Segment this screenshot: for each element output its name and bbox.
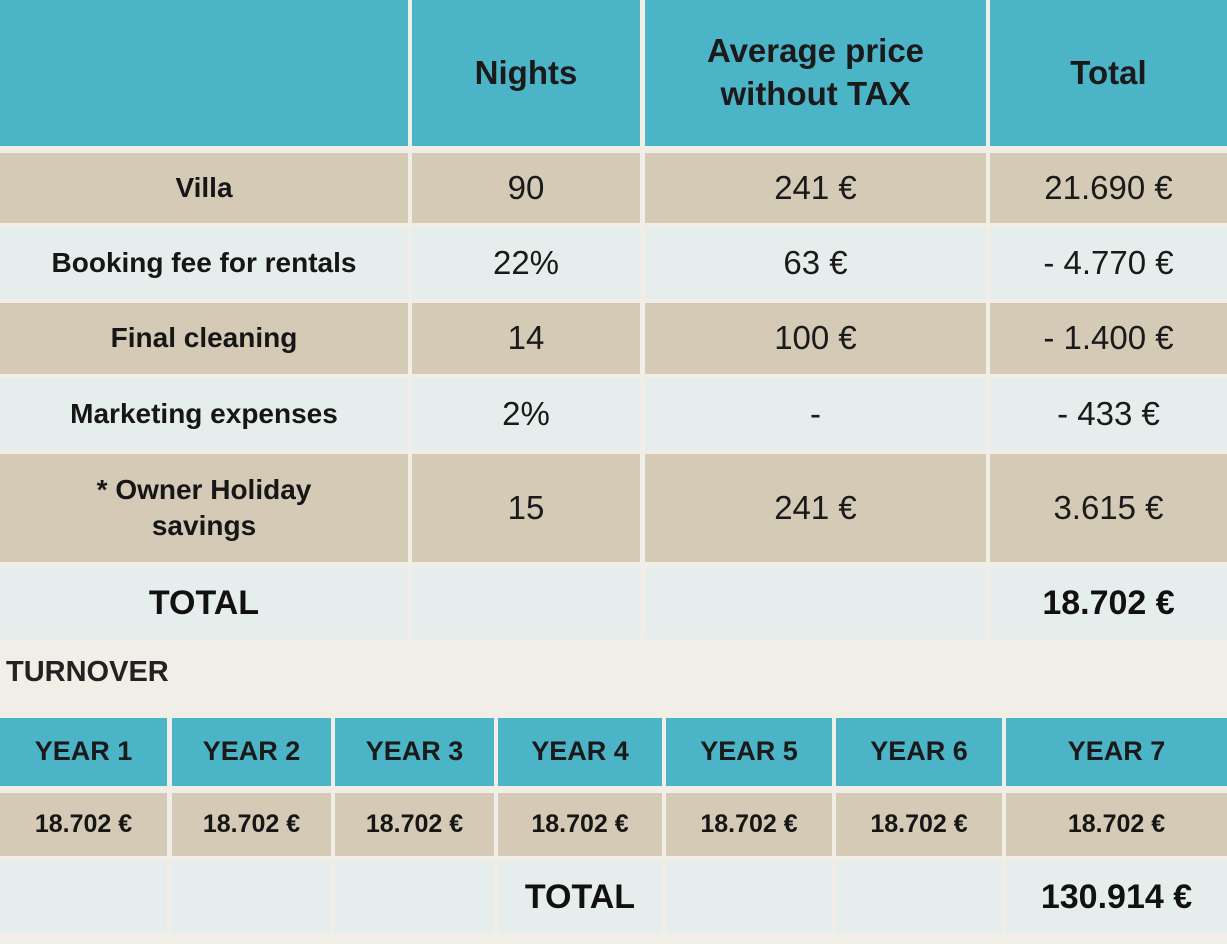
row-label-booking-fee: Booking fee for rentals <box>0 227 408 299</box>
row-label-owner-holiday: * Owner Holiday savings <box>0 454 408 562</box>
total-price-empty <box>645 567 986 639</box>
year-header-7: YEAR 7 <box>1006 718 1227 786</box>
row-label-marketing: Marketing expenses <box>0 378 408 450</box>
year-value-5: 18.702 € <box>666 793 832 856</box>
row-nights-marketing: 2% <box>412 378 640 450</box>
row-price-villa: 241 € <box>645 153 986 223</box>
total-value: 18.702 € <box>990 567 1227 639</box>
row-price-owner-holiday: 241 € <box>645 454 986 562</box>
row-price-final-cleaning: 100 € <box>645 303 986 374</box>
turnover-total-value: 130.914 € <box>1006 861 1227 933</box>
year-value-6: 18.702 € <box>836 793 1002 856</box>
row-total-marketing: - 433 € <box>990 378 1227 450</box>
header-cell-nights: Nights <box>412 0 640 146</box>
row-total-booking-fee: - 4.770 € <box>990 227 1227 299</box>
year-value-7: 18.702 € <box>1006 793 1227 856</box>
turnover-total-empty-3 <box>335 861 494 933</box>
total-label: TOTAL <box>0 567 408 639</box>
row-nights-booking-fee: 22% <box>412 227 640 299</box>
header-cell-label <box>0 0 408 146</box>
year-value-1: 18.702 € <box>0 793 167 856</box>
turnover-total-empty-2 <box>172 861 331 933</box>
row-label-final-cleaning: Final cleaning <box>0 303 408 374</box>
year-header-5: YEAR 5 <box>666 718 832 786</box>
row-price-booking-fee: 63 € <box>645 227 986 299</box>
turnover-total-empty-5 <box>666 861 832 933</box>
year-value-3: 18.702 € <box>335 793 494 856</box>
row-label-villa: Villa <box>0 153 408 223</box>
total-nights-empty <box>412 567 640 639</box>
year-header-4: YEAR 4 <box>498 718 662 786</box>
row-price-marketing: - <box>645 378 986 450</box>
row-nights-final-cleaning: 14 <box>412 303 640 374</box>
year-value-2: 18.702 € <box>172 793 331 856</box>
turnover-title: TURNOVER <box>6 656 169 688</box>
header-cell-total: Total <box>990 0 1227 146</box>
row-total-owner-holiday: 3.615 € <box>990 454 1227 562</box>
row-total-final-cleaning: - 1.400 € <box>990 303 1227 374</box>
year-header-3: YEAR 3 <box>335 718 494 786</box>
year-header-6: YEAR 6 <box>836 718 1002 786</box>
turnover-total-empty-6 <box>836 861 1002 933</box>
turnover-total-empty-1 <box>0 861 167 933</box>
row-nights-villa: 90 <box>412 153 640 223</box>
year-header-1: YEAR 1 <box>0 718 167 786</box>
row-total-villa: 21.690 € <box>990 153 1227 223</box>
row-nights-owner-holiday: 15 <box>412 454 640 562</box>
turnover-total-label: TOTAL <box>498 861 662 933</box>
header-cell-average-price: Average price without TAX <box>645 0 986 146</box>
year-header-2: YEAR 2 <box>172 718 331 786</box>
year-value-4: 18.702 € <box>498 793 662 856</box>
